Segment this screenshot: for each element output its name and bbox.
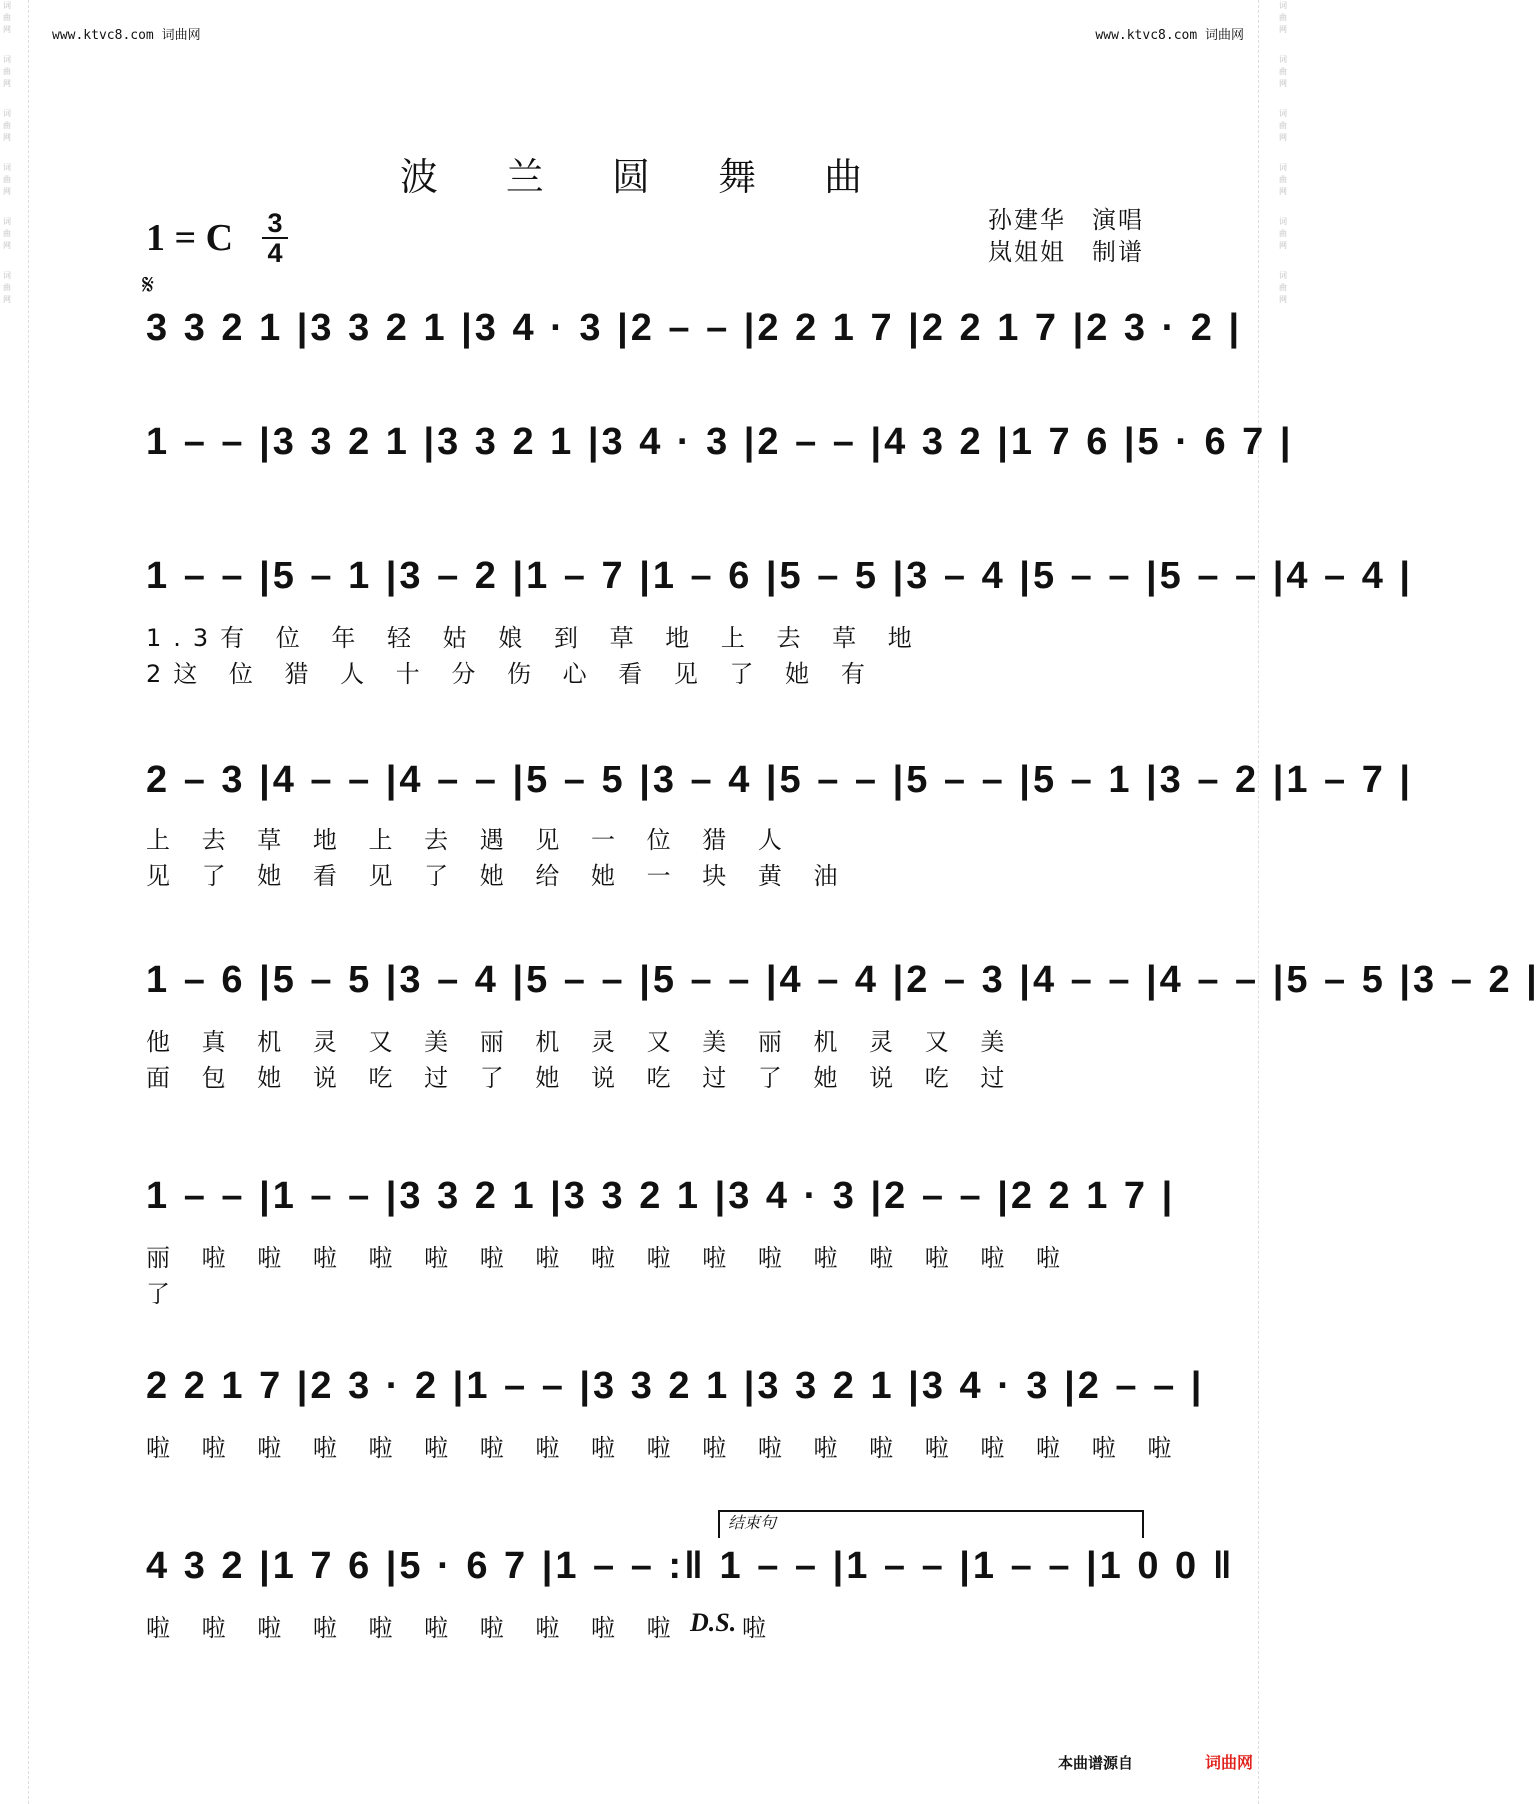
notes: 3 3 2 1 |3 3 2 1 |3 4 · 3 |2 – – |2 2 1 7 |2 2 1 7 |2 3 · 2 | xyxy=(146,307,1243,349)
singer-credit: 孙建华 演唱 xyxy=(988,206,1144,234)
lyric-line: 见 了 她 看 见 了 她 给 她 一 块 黄 油 xyxy=(146,862,850,890)
segno-icon: 𝄋 xyxy=(142,268,155,301)
arranger-credit: 岚姐姐 制谱 xyxy=(988,238,1144,266)
left-margin-line xyxy=(28,0,29,1804)
lyric-line: 啦 啦 啦 啦 啦 啦 啦 啦 啦 啦 xyxy=(146,1614,683,1642)
score-row-5 xyxy=(146,950,1540,1010)
credits xyxy=(988,204,1144,268)
lyric-line: 面 包 她 说 吃 过 了 她 说 吃 过 了 她 说 吃 过 xyxy=(146,1064,1017,1092)
notes: 4 3 2 |1 7 6 |5 · 6 7 |1 – – :‖ 1 – – |1 – – |1 – – |1 0 0 ‖ xyxy=(146,1545,1235,1587)
notes: 1 – – |5 – 1 |3 – 2 |1 – 7 |1 – 6 |5 – 5 |3 – 4 |5 – – |5 – – |4 – 4 | xyxy=(146,555,1414,597)
lyric-line: 2这 位 猎 人 十 分 伤 心 看 见 了 她 有 xyxy=(146,660,877,688)
score-row-7 xyxy=(146,1356,1205,1416)
lyric-line: 啦 啦 啦 啦 啦 啦 啦 啦 啦 啦 啦 啦 啦 啦 啦 啦 啦 啦 啦 xyxy=(146,1434,1184,1462)
ending-bracket xyxy=(718,1510,1144,1538)
notes: 2 2 1 7 |2 3 · 2 |1 – – |3 3 2 1 |3 3 2 1 |3 4 · 3 |2 – – | xyxy=(146,1365,1205,1407)
key-signature: 1 = C xyxy=(146,217,234,259)
lyric-line: 了 xyxy=(146,1280,182,1308)
ending-label: 结束句 xyxy=(728,1513,777,1532)
watermark-right: www.ktvc8.com 词曲网 xyxy=(1095,28,1244,43)
notes: 1 – 6 |5 – 5 |3 – 4 |5 – – |5 – – |4 – 4 |2 – 3 |4 – – |4 – – |5 – 5 |3 – 2 | xyxy=(146,959,1540,1001)
lyric-line: 他 真 机 灵 又 美 丽 机 灵 又 美 丽 机 灵 又 美 xyxy=(146,1028,1017,1056)
ds-lyric: 啦 xyxy=(742,1614,766,1642)
song-title: 波 兰 圆 舞 曲 xyxy=(399,155,891,199)
footer-source-text: 本曲谱源自 xyxy=(1058,1754,1134,1772)
notes: 1 – – |1 – – |3 3 2 1 |3 3 2 1 |3 4 · 3 |2 – – |2 2 1 7 | xyxy=(146,1175,1176,1217)
time-denominator: 4 xyxy=(267,238,283,268)
right-margin-line xyxy=(1258,0,1259,1804)
right-side-watermark: 词曲网 词曲网 词曲网 词曲网 词曲网 词曲网 xyxy=(1279,1,1287,304)
notes: 2 – 3 |4 – – |4 – – |5 – 5 |3 – 4 |5 – – |5 – – |5 – 1 |3 – 2 |1 – 7 | xyxy=(146,759,1414,801)
footer-logo[interactable]: 词曲网 xyxy=(1205,1753,1254,1772)
score-row-3 xyxy=(146,546,1414,606)
score-row-2 xyxy=(146,412,1294,472)
watermark-left: www.ktvc8.com 词曲网 xyxy=(52,28,201,43)
notes: 1 – – |3 3 2 1 |3 3 2 1 |3 4 · 3 |2 – – |4 3 2 |1 7 6 |5 · 6 7 | xyxy=(146,421,1294,463)
lyric-line: 1.3有 位 年 轻 姑 娘 到 草 地 上 去 草 地 xyxy=(146,624,924,652)
score-row-8 xyxy=(146,1536,1235,1596)
dal-segno-mark: D.S. xyxy=(690,1608,737,1637)
lyric-line: 上 去 草 地 上 去 遇 见 一 位 猎 人 xyxy=(146,826,794,854)
lyric-line: 丽 啦 啦 啦 啦 啦 啦 啦 啦 啦 啦 啦 啦 啦 啦 啦 啦 xyxy=(146,1244,1073,1272)
score-row-6 xyxy=(146,1166,1176,1226)
score-row-4 xyxy=(146,750,1414,810)
left-side-watermark: 词曲网 词曲网 词曲网 词曲网 词曲网 词曲网 xyxy=(3,1,11,304)
time-signature xyxy=(262,210,288,266)
time-numerator: 3 xyxy=(267,208,283,238)
score-row-1 xyxy=(146,298,1243,358)
